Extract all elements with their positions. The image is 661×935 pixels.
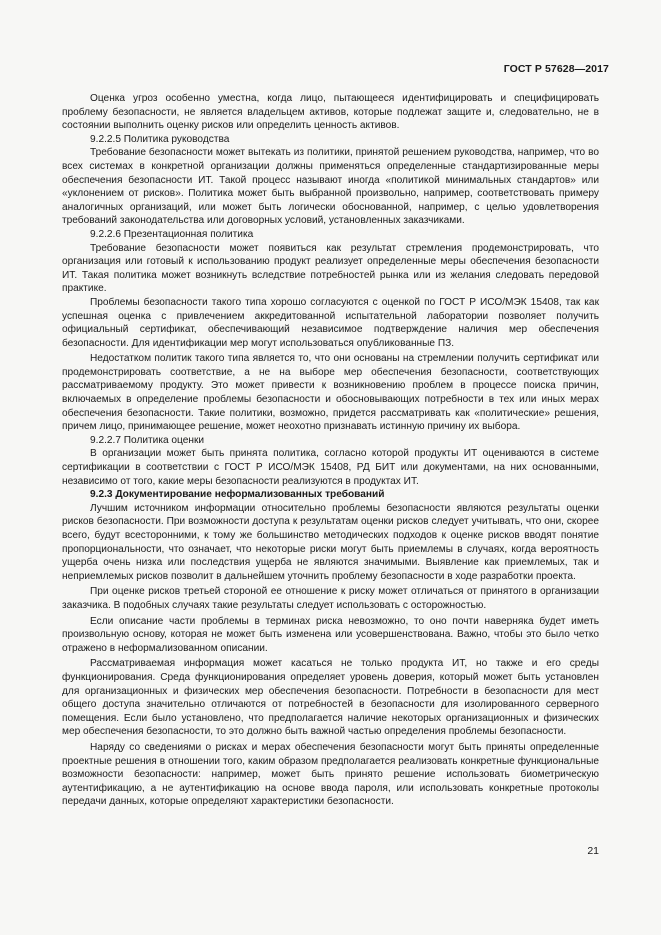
paragraph-environment: Рассматриваемая информация может касаться не только продукта ИТ, но также и его среды функционирования. Среда функционирования определяет уровень доверия, который может быть установлен для организационных и физических мер обеспечения безопасности. Потребности в безопасности для мест общего доступа значительно отличаются от потребностей в безопасности для изолированного серверного помещения. Если было установлено, что предполагается наличие некоторых организационных и физических мер обеспечения безопасности, то это должно быть важной частью определения проблемы безопасности. — [62, 658, 599, 738]
document-header: ГОСТ Р 57628—2017 — [503, 63, 609, 75]
section-heading-9-2-3: 9.2.3 Документирование неформализованных требований — [90, 489, 385, 501]
paragraph-presentation-policy: Требование безопасности может появиться как результат стремления продемонстрировать, что организация или готовый к использованию продукт реализует определенные меры обеспечения безопасности ИТ. Такая политика может возникнуть вследствие потребностей рынка или из желания следовать передовой практике. — [62, 242, 599, 295]
paragraph-design-decisions: Наряду со сведениями о рисках и мерах обеспечения безопасности могут быть приняты определенные проектные решения в отношении того, каким образом предполагается реализовать конкретные функциональные возможности безопасности: например, может быть принято решение использовать биометрическую аутентификацию, а не аутентификацию на основе ввода пароля, или использовать конкретные протоколы передачи данных, которые определяют характеристики безопасности. — [62, 741, 599, 808]
page-number: 21 — [587, 845, 599, 857]
subsection-title-9-2-2-6: 9.2.2.6 Презентационная политика — [90, 228, 254, 240]
paragraph-evaluation-policy: В организации может быть принята политика, согласно которой продукты ИТ оцениваются в системе сертификации в соответствии с ГОСТ Р ИСО/МЭК 15408, РД БИТ или документами, на них основанными, независимо от того, какие меры безопасности реализуются в продуктах ИТ. — [62, 448, 599, 487]
paragraph-arbitrary-basis: Если описание части проблемы в терминах риска невозможно, то оно почти наверняка будет иметь произвольную основу, которая не может быть изменена или усовершенствована. Важно, чтобы это было четко отражено в неформализованном описании. — [62, 615, 599, 654]
subsection-title-9-2-2-7: 9.2.2.7 Политика оценки — [90, 434, 205, 446]
paragraph-management-policy: Требование безопасности может вытекать из политики, принятой решением руководства, например, что во всех системах в конкретной организации должны применяться определенные стандартизированные меры обеспечения безопасности ИТ. Такой процесс называют иногда «политикой минимальных стандартов» или «уклонением от рисков». Политика может быть выбранной произвольно, например, соответствовать примеру аналогичных организаций, или может быть логически обоснованной, например, с целью удовлетворения требований законодательства или договорных условий, установленных заказчиками. — [62, 147, 599, 227]
paragraph-problems-gost: Проблемы безопасности такого типа хорошо согласуются с оценкой по ГОСТ Р ИСО/МЭК 15408, так как успешная оценка с привлечением аккредитованной испытательной лаборатории позволяет получить официальный сертификат, обеспечивающий независимое подтверждение наличия мер обеспечения безопасности. Для идентификации мер могут использоваться опубликованные ПЗ. — [62, 296, 599, 349]
paragraph-third-party: При оценке рисков третьей стороной ее отношение к риску может отличаться от принятого в организации заказчика. В подобных случаях такие результаты следует использовать с осторожностью. — [62, 586, 599, 611]
paragraph-risk-assessment: Лучшим источником информации относительно проблемы безопасности являются результаты оценки рисков безопасности. При возможности доступа к результатам оценки рисков следует учитывать, что они, скорее всего, будут всесторонними, к тому же большинство методических подходов к оценке рисков вводят понятие пропорциональности, что означает, что некоторые риски могут быть приемлемы в случаях, когда вероятность ущерба очень низка или последствия ущерба не являются значимыми. Выявление как приемлемых, так и неприемлемых рисков позволит в дальнейшем уточнить проблему безопасности в ходе разработки проекта. — [62, 502, 599, 582]
document-body — [62, 92, 599, 809]
subsection-title-9-2-2-5: 9.2.2.5 Политика руководства — [90, 133, 230, 145]
paragraph-threat-assessment: Оценка угроз особенно уместна, когда лицо, пытающееся идентифицировать и специфицировать проблему безопасности, не является владельцем активов, которые подлежат защите и, следовательно, не в состоянии выполнить оценку рисков или определить ценность активов. — [62, 93, 599, 132]
paragraph-policy-drawback: Недостатком политик такого типа является то, что они основаны на стремлении получить сертификат или продемонстрировать соответствие, а не на выборе мер обеспечения безопасности, соответствующих рассматриваемому продукту. Это может привести к возникновению проблем в процессе поиска причин, включаемых в определение проблемы безопасности и обосновывающих потребности в тех или иных мерах обеспечения безопасности. Такие политики, возможно, придется рассматривать как «политические» решения, причем лицо, принимающее решение, может неохотно признавать истинную причину их выбора. — [62, 353, 599, 433]
